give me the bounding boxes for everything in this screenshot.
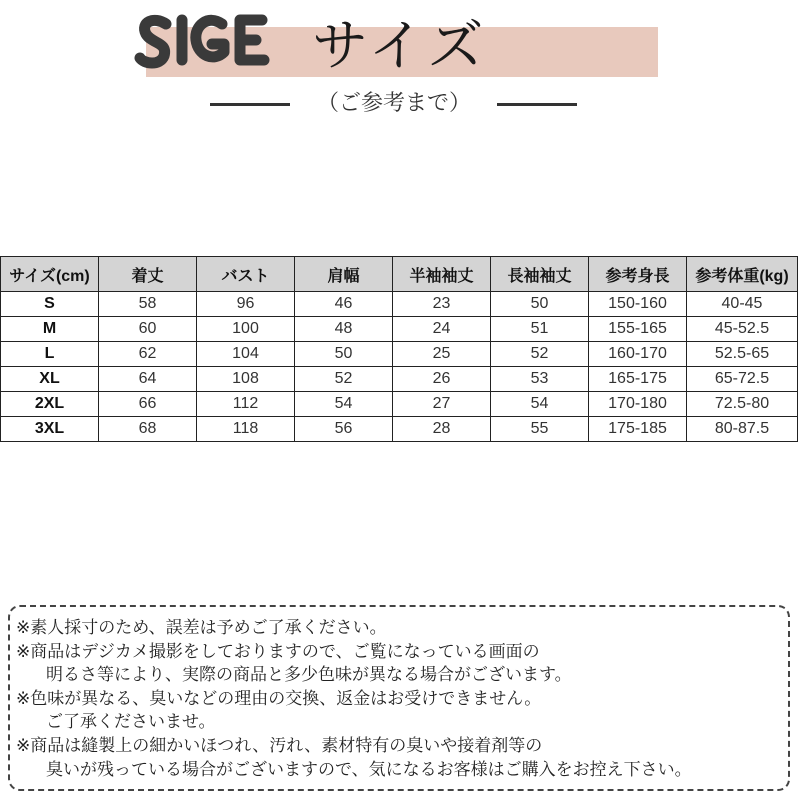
table-cell: 53 <box>491 367 589 392</box>
table-cell: 24 <box>393 317 491 342</box>
note-line: ※素人採寸のため、誤差は予めご了承ください。 <box>16 618 387 638</box>
table-cell: 55 <box>491 417 589 442</box>
table-cell: 58 <box>99 292 197 317</box>
table-cell: 45-52.5 <box>687 317 798 342</box>
table-cell: 52 <box>295 367 393 392</box>
table-cell: 50 <box>491 292 589 317</box>
page-subtitle: （ご参考まで） <box>316 91 471 116</box>
table-cell: 170-180 <box>589 392 687 417</box>
table-cell: 96 <box>197 292 295 317</box>
table-cell: 150-160 <box>589 292 687 317</box>
table-cell: 51 <box>491 317 589 342</box>
table-row <box>1 392 798 417</box>
table-cell: 48 <box>295 317 393 342</box>
table-row <box>1 367 798 392</box>
table-cell: 26 <box>393 367 491 392</box>
table-cell: 65-72.5 <box>687 367 798 392</box>
table-cell: 68 <box>99 417 197 442</box>
note-line: ※商品は縫製上の細かいほつれ、汚れ、素材特有の臭いや接着剤等の <box>16 735 543 756</box>
note-line: ※商品はデジカメ撮影をしておりますので、ご覧になっている画面の <box>16 641 540 662</box>
table-row <box>1 292 798 317</box>
table-cell: 112 <box>197 392 295 417</box>
table-cell: 175-185 <box>589 417 687 442</box>
note-line: 明るさ等により、実際の商品と多少色味が異なる場合がございます。 <box>46 665 572 686</box>
table-row <box>1 342 798 367</box>
subtitle-rule-left <box>210 103 290 106</box>
header-size: サイズ(cm) <box>1 257 99 292</box>
note-line: 臭いが残っている場合がございますので、気になるお客様はご購入をお控え下さい。 <box>46 759 692 780</box>
header-long-sleeve: 長袖袖丈 <box>491 257 589 292</box>
table-cell: 62 <box>99 342 197 367</box>
header-short-sleeve: 半袖袖丈 <box>393 257 491 292</box>
table-cell: 40-45 <box>687 292 798 317</box>
table-cell: 52 <box>491 342 589 367</box>
table-cell: 27 <box>393 392 491 417</box>
table-cell: 108 <box>197 367 295 392</box>
table-cell: 104 <box>197 342 295 367</box>
table-cell: M <box>1 317 99 342</box>
table-row <box>1 417 798 442</box>
table-cell: 54 <box>491 392 589 417</box>
table-cell: 25 <box>393 342 491 367</box>
table-cell: 23 <box>393 292 491 317</box>
header-height: 参考身長 <box>589 257 687 292</box>
table-cell: 100 <box>197 317 295 342</box>
table-cell: 3XL <box>1 417 99 442</box>
note-line: ※色味が異なる、臭いなどの理由の交換、返金はお受けできません。 <box>16 688 542 709</box>
table-cell: XL <box>1 367 99 392</box>
table-row <box>1 317 798 342</box>
header-shoulder: 肩幅 <box>295 257 393 292</box>
table-cell: 60 <box>99 317 197 342</box>
table-cell: S <box>1 292 99 317</box>
table-cell: 155-165 <box>589 317 687 342</box>
table-cell: 52.5-65 <box>687 342 798 367</box>
table-cell: 64 <box>99 367 197 392</box>
table-cell: 66 <box>99 392 197 417</box>
size-logo-graphic <box>130 6 270 72</box>
table-cell: 165-175 <box>589 367 687 392</box>
table-cell: 28 <box>393 417 491 442</box>
header-length: 着丈 <box>99 257 197 292</box>
table-cell: 118 <box>197 417 295 442</box>
page-title: サイズ <box>312 14 488 79</box>
table-cell: 54 <box>295 392 393 417</box>
header-bust: バスト <box>197 257 295 292</box>
size-chart-table <box>0 256 798 442</box>
table-cell: 72.5-80 <box>687 392 798 417</box>
header-weight: 参考体重(kg) <box>687 257 798 292</box>
table-cell: L <box>1 342 99 367</box>
table-cell: 46 <box>295 292 393 317</box>
table-cell: 80-87.5 <box>687 417 798 442</box>
notes-box <box>8 605 790 791</box>
table-cell: 50 <box>295 342 393 367</box>
table-header-row <box>1 257 798 292</box>
subtitle-rule-right <box>497 103 577 106</box>
table-cell: 2XL <box>1 392 99 417</box>
size-logo <box>130 6 270 72</box>
note-line: ご了承くださいませ。 <box>46 712 216 733</box>
table-cell: 56 <box>295 417 393 442</box>
table-cell: 160-170 <box>589 342 687 367</box>
